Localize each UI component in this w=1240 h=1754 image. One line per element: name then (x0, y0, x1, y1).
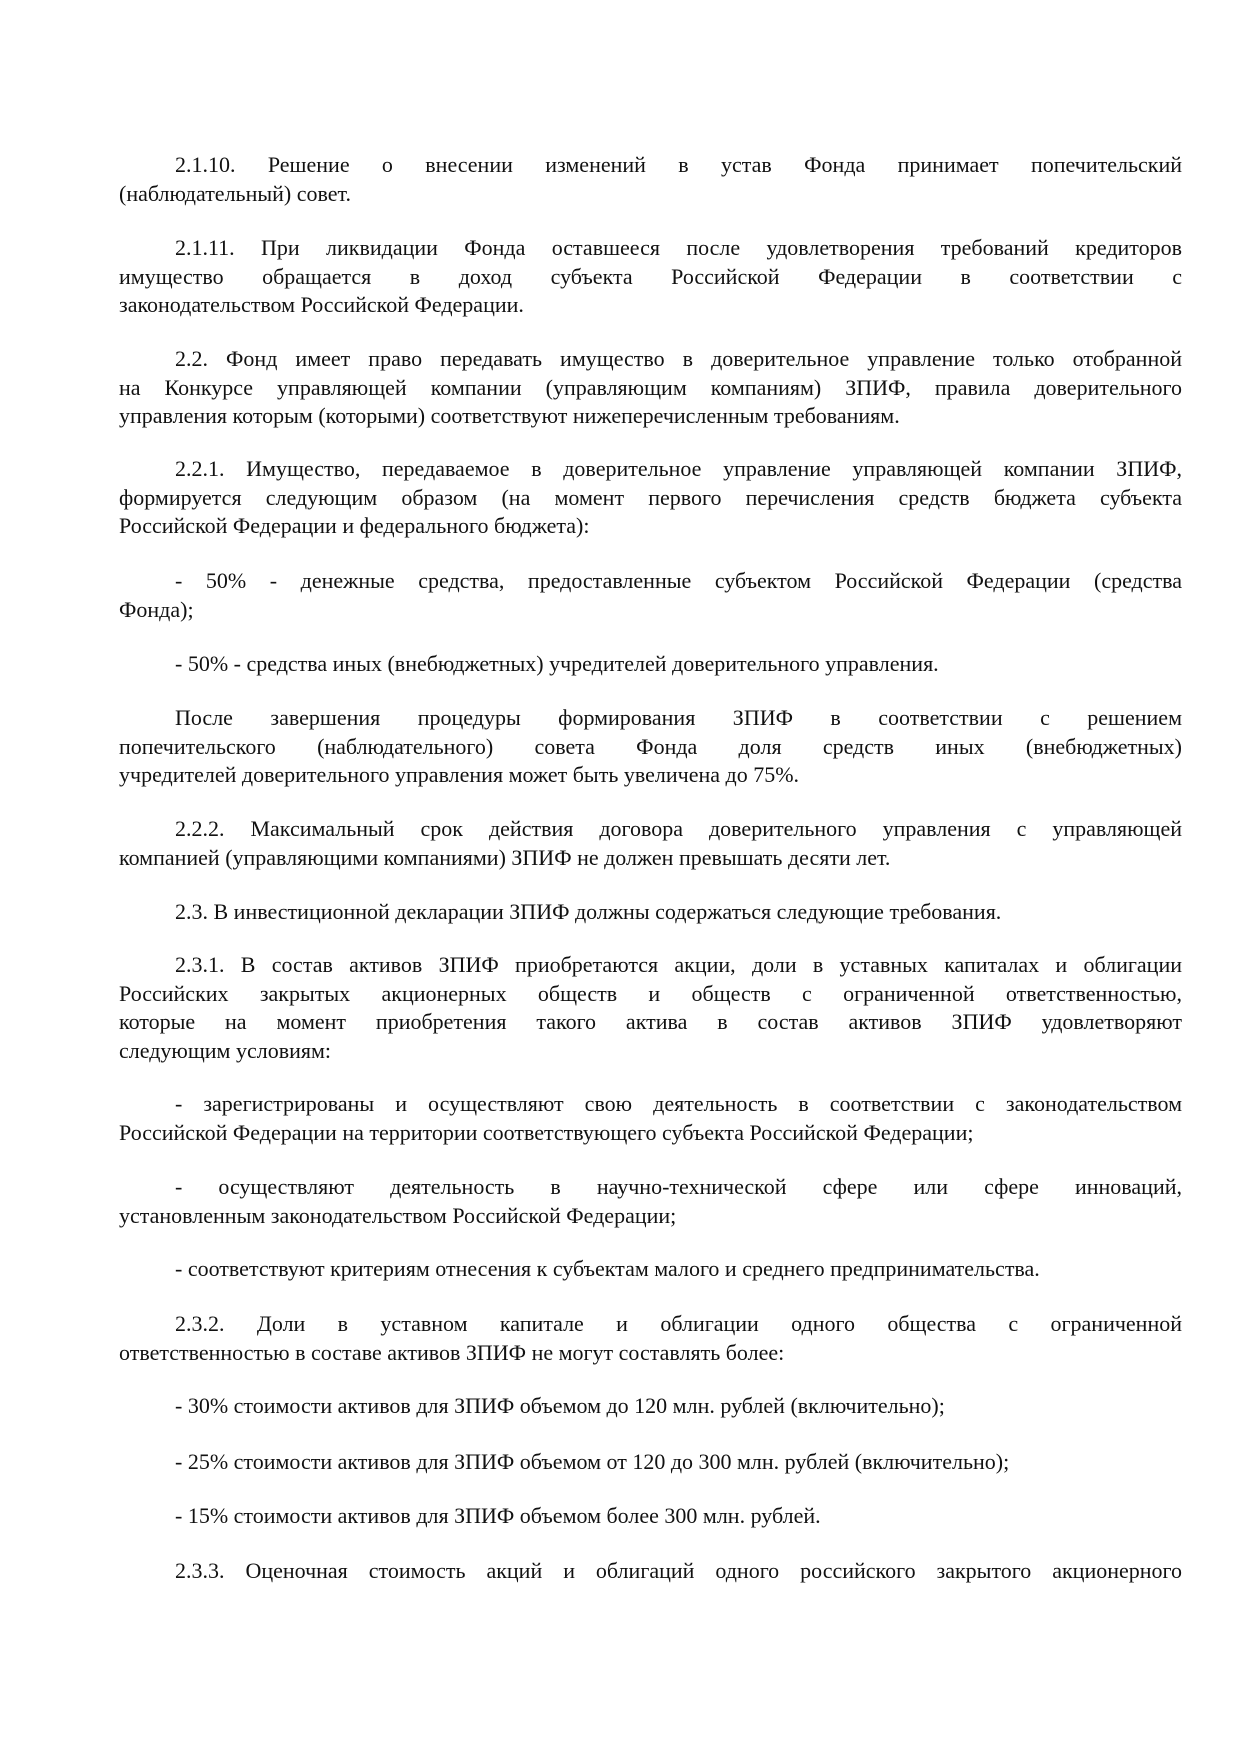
text-line: 2.3. В инвестиционной декларации ЗПИФ должны содержаться следующие требования. (175, 899, 1002, 924)
text-line: Российской Федерации на территории соответствующего субъекта Российской Федерации; (119, 1119, 974, 1145)
text-line: 2.2.2. Максимальный срок действия договора доверительного управления с управляющей (175, 816, 1182, 841)
text-line: 2.3.2. Доли в уставном капитале и облигации одного общества с ограниченной (175, 1311, 1182, 1336)
text-line: - соответствуют критериям отнесения к субъектам малого и среднего предпринимательства. (175, 1256, 1040, 1281)
text-line: 2.2. Фонд имеет право передавать имущество в доверительное управление только отобранной (175, 346, 1182, 371)
paragraph (119, 1173, 1182, 1230)
text-line: Фонда); (119, 596, 194, 622)
text-line: Российской Федерации и федерального бюджета): (119, 513, 590, 538)
text-line: - 50% - денежные средства, предоставленные субъектом Российской Федерации (средства (175, 568, 1182, 593)
text-line: - зарегистрированы и осуществляют свою деятельность в соответствии с законодательством (175, 1091, 1182, 1116)
text-line: После завершения процедуры формирования ЗПИФ в соответствии с решением (175, 705, 1182, 730)
text-line: 2.1.11. При ликвидации Фонда оставшееся после удовлетворения требований кредиторов (175, 235, 1182, 260)
text-line: установленным законодательством Российской Федерации; (119, 1202, 677, 1228)
text-line: - 50% - средства иных (внебюджетных) учредителей доверительного управления. (175, 651, 939, 676)
text-line: - 25% стоимости активов для ЗПИФ объемом от 120 до 300 млн. рублей (включительно); (175, 1449, 1010, 1474)
text-line: 2.3.1. В состав активов ЗПИФ приобретаются акции, доли в уставных капиталах и облигации (175, 952, 1182, 977)
paragraph (119, 704, 1182, 790)
text-line: попечительского (наблюдательного) совета Фонда доля средств иных (внебюджетных) (119, 733, 1182, 759)
paragraph (119, 151, 1182, 208)
text-line: формируется следующим образом (на момент первого перечисления средств бюджета субъекта (119, 484, 1182, 510)
paragraph (119, 1392, 1182, 1421)
text-line: - 30% стоимости активов для ЗПИФ объемом до 120 млн. рублей (включительно); (175, 1393, 945, 1418)
paragraph (119, 1255, 1182, 1284)
text-line: ответственностью в составе активов ЗПИФ не могут составлять более: (119, 1339, 785, 1365)
text-line: - осуществляют деятельность в научно-технической сфере или сфере инноваций, (175, 1174, 1182, 1199)
paragraph (119, 1090, 1182, 1147)
text-line: 2.2.1. Имущество, передаваемое в доверительное управление управляющей компании ЗПИФ, (175, 456, 1182, 481)
text-line: - 15% стоимости активов для ЗПИФ объемом более 300 млн. рублей. (175, 1503, 821, 1528)
text-line: на Конкурсе управляющей компании (управляющим компаниям) ЗПИФ, правила доверительного (119, 374, 1182, 400)
text-line: учредителей доверительного управления может быть увеличена до 75%. (119, 762, 800, 787)
paragraph (119, 898, 1182, 927)
paragraph (119, 650, 1182, 679)
text-line: управления которым (которыми) соответствуют нижеперечисленным требованиям. (119, 403, 900, 428)
paragraph (119, 1502, 1182, 1531)
paragraph (119, 234, 1182, 320)
paragraph (119, 1448, 1182, 1477)
paragraph (119, 951, 1182, 1065)
text-line: которые на момент приобретения такого актива в состав активов ЗПИФ удовлетворяют (119, 1009, 1182, 1034)
paragraph (119, 815, 1182, 872)
text-line: законодательством Российской Федерации. (119, 292, 524, 317)
text-line: Российских закрытых акционерных обществ и обществ с ограниченной ответственностью, (119, 980, 1182, 1006)
text-line: 2.1.10. Решение о внесении изменений в устав Фонда принимает попечительский (175, 152, 1182, 177)
paragraph (119, 345, 1182, 431)
paragraph (119, 567, 1182, 624)
text-line: (наблюдательный) совет. (119, 180, 351, 206)
paragraph (119, 1557, 1182, 1586)
text-line: следующим условиям: (119, 1037, 332, 1063)
paragraph (119, 455, 1182, 541)
paragraph (119, 1310, 1182, 1367)
text-line: имущество обращается в доход субъекта Российской Федерации в соответствии с (119, 263, 1182, 289)
text-line: 2.3.3. Оценочная стоимость акций и облигаций одного российского закрытого акционерного (175, 1558, 1182, 1583)
text-line: компанией (управляющими компаниями) ЗПИФ не должен превышать десяти лет. (119, 844, 891, 870)
